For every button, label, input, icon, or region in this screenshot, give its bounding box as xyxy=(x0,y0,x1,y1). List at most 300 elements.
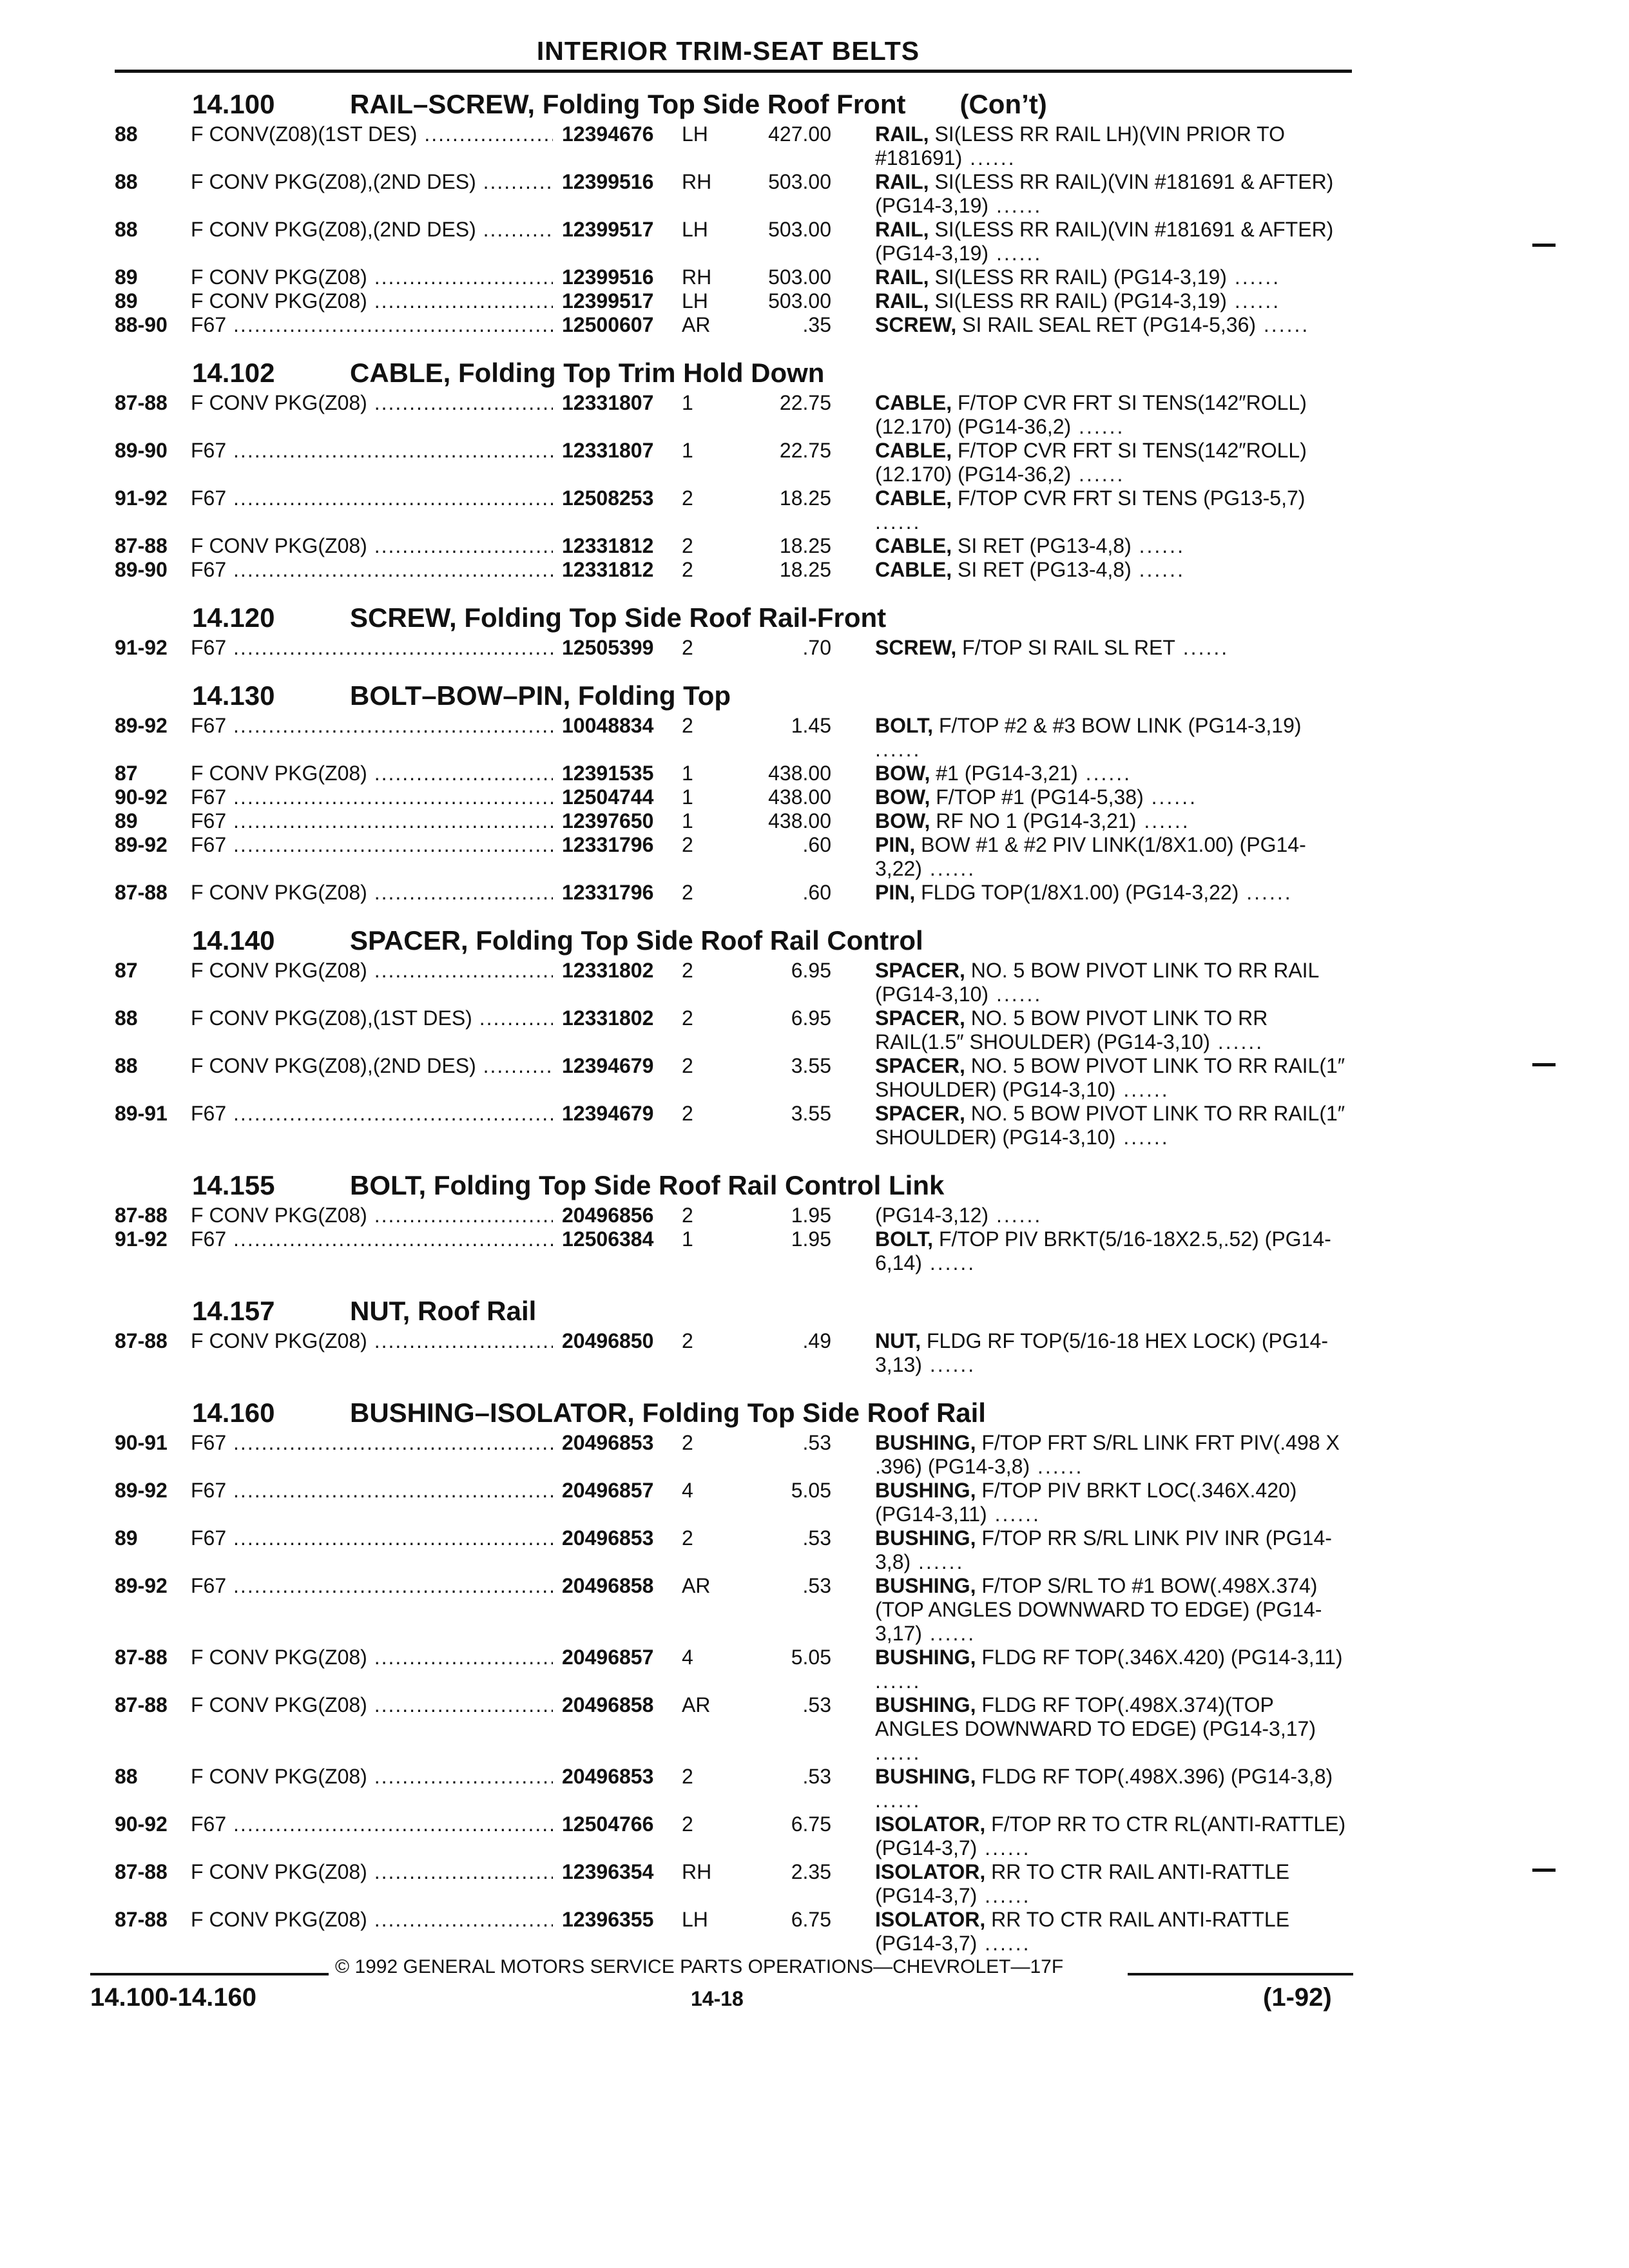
model-years: 87 xyxy=(115,959,138,982)
leader-dots: ...... xyxy=(875,1789,921,1812)
model-usage: F67 ..... xyxy=(191,1812,655,1836)
part-row xyxy=(115,1908,1352,1956)
description-part-name: BUSHING, xyxy=(875,1646,976,1669)
section-heading xyxy=(115,597,1352,636)
section-heading xyxy=(115,920,1352,959)
quantity: 1 xyxy=(682,762,693,785)
part-row xyxy=(115,1227,1352,1275)
model-years: 89 xyxy=(115,1526,138,1550)
part-number: 12394676 xyxy=(553,122,691,146)
description-detail: F/TOP FRT S/RL LINK FRT PIV(.498 X .396) (PG14-3,8) xyxy=(875,1431,1340,1478)
description-part-name: PIN, xyxy=(875,881,916,904)
leader-dots: ...... xyxy=(1131,534,1185,557)
part-description xyxy=(875,170,1352,218)
price: 427.00 xyxy=(768,122,831,146)
part-description xyxy=(875,1860,1352,1908)
footer-page-number: 14-18 xyxy=(691,1987,744,2010)
quantity: AR xyxy=(682,313,711,336)
leader-dots: ...... xyxy=(988,983,1043,1006)
footer-date-code: (1-92) xyxy=(1263,1983,1332,2012)
model-usage: F CONV PKG(Z08),(2ND DES) ..... xyxy=(191,170,655,194)
model-years: 88 xyxy=(115,218,138,241)
description-part-name: BUSHING, xyxy=(875,1431,976,1454)
part-description xyxy=(875,486,1352,534)
price: .70 xyxy=(802,636,831,659)
model-years: 89 xyxy=(115,265,138,289)
model-usage: F CONV PKG(Z08) ..... xyxy=(191,1765,655,1789)
description-text xyxy=(875,1006,1352,1054)
part-description xyxy=(875,1574,1352,1646)
description-text xyxy=(875,762,1352,785)
price: 18.25 xyxy=(779,534,831,557)
part-number: 20496853 xyxy=(553,1526,691,1550)
part-number: 12399516 xyxy=(553,265,691,289)
margin-tick-mark xyxy=(1532,244,1556,247)
price: 503.00 xyxy=(768,265,831,289)
price: 6.75 xyxy=(791,1908,831,1931)
quantity: 2 xyxy=(682,558,693,581)
model-years: 87-88 xyxy=(115,1693,168,1716)
price: 22.75 xyxy=(779,439,831,462)
leader-dots: ...... xyxy=(977,1932,1031,1955)
section-heading xyxy=(115,1392,1352,1431)
model-years: 87-88 xyxy=(115,1908,168,1931)
model-usage: F CONV PKG(Z08) ..... xyxy=(191,1204,655,1227)
price: .60 xyxy=(802,881,831,904)
quantity: 1 xyxy=(682,391,693,414)
price: 6.95 xyxy=(791,959,831,982)
leader-dots: ...... xyxy=(921,1353,976,1376)
price: .53 xyxy=(802,1431,831,1454)
part-row xyxy=(115,218,1352,265)
model-usage: F67 ..... xyxy=(191,486,655,510)
price: .53 xyxy=(802,1693,831,1716)
model-years: 89-90 xyxy=(115,558,168,581)
description-part-name: BUSHING, xyxy=(875,1479,976,1502)
price: 3.55 xyxy=(791,1054,831,1077)
description-part-name: RAIL, xyxy=(875,122,929,146)
model-years: 88 xyxy=(115,1006,138,1030)
price: 503.00 xyxy=(768,289,831,312)
footer-rule-left xyxy=(90,1973,329,1975)
quantity: AR xyxy=(682,1574,711,1597)
part-row xyxy=(115,1646,1352,1693)
description-text xyxy=(875,1329,1352,1377)
description-detail: (PG14-3,12) xyxy=(875,1204,989,1227)
part-row xyxy=(115,1204,1352,1227)
model-usage: F CONV PKG(Z08) ..... xyxy=(191,289,655,313)
margin-tick-mark xyxy=(1532,1869,1556,1872)
model-years: 89-90 xyxy=(115,439,168,462)
part-number: 12331812 xyxy=(553,558,691,582)
price: 6.75 xyxy=(791,1812,831,1836)
price: 503.00 xyxy=(768,218,831,241)
price: 22.75 xyxy=(779,391,831,414)
quantity: LH xyxy=(682,1908,708,1931)
model-years: 90-91 xyxy=(115,1431,168,1454)
description-text xyxy=(875,1227,1352,1275)
part-description xyxy=(875,1812,1352,1860)
model-years: 87-88 xyxy=(115,391,168,414)
description-part-name: SPACER, xyxy=(875,959,965,982)
part-row xyxy=(115,313,1352,337)
model-usage: F67 ..... xyxy=(191,313,655,337)
description-detail: BOW #1 & #2 PIV LINK(1/8X1.00) (PG14-3,22) xyxy=(875,833,1306,880)
model-years: 87-88 xyxy=(115,1204,168,1227)
model-years: 91-92 xyxy=(115,486,168,510)
description-part-name: BOW, xyxy=(875,762,930,785)
leader-dots: ...... xyxy=(921,1622,976,1645)
part-row xyxy=(115,1431,1352,1479)
description-part-name: BOW, xyxy=(875,809,930,832)
description-text xyxy=(875,218,1352,265)
part-row xyxy=(115,1526,1352,1574)
leader-dots: ...... xyxy=(875,1741,921,1764)
description-text xyxy=(875,809,1352,833)
part-number: 12396354 xyxy=(553,1860,691,1884)
part-description xyxy=(875,1227,1352,1275)
part-description xyxy=(875,1102,1352,1149)
quantity: 1 xyxy=(682,785,693,809)
description-detail: F/TOP PIV BRKT LOC(.346X.420) (PG14-3,11) xyxy=(875,1479,1297,1526)
description-detail: RR TO CTR RAIL ANTI-RATTLE (PG14-3,7) xyxy=(875,1908,1290,1955)
part-row xyxy=(115,1102,1352,1149)
description-detail: F/TOP CVR FRT SI TENS (PG13-5,7) xyxy=(952,486,1306,510)
description-part-name: ISOLATOR, xyxy=(875,1860,986,1883)
description-part-name: PIN, xyxy=(875,833,916,856)
part-row xyxy=(115,1812,1352,1860)
part-number: 20496857 xyxy=(553,1479,691,1503)
quantity: 2 xyxy=(682,1812,693,1836)
leader-dots: ...... xyxy=(1226,265,1281,289)
description-detail: F/TOP SI RAIL SL RET xyxy=(956,636,1175,659)
part-number: 20496858 xyxy=(553,1574,691,1598)
quantity: 2 xyxy=(682,486,693,510)
part-row xyxy=(115,809,1352,833)
part-row xyxy=(115,1479,1352,1526)
quantity: 2 xyxy=(682,636,693,659)
price: 438.00 xyxy=(768,809,831,832)
quantity: 1 xyxy=(682,809,693,832)
description-detail: F/TOP #1 (PG14-5,38) xyxy=(930,785,1144,809)
quantity: 2 xyxy=(682,1431,693,1454)
model-usage: F CONV PKG(Z08),(2ND DES) ..... xyxy=(191,1054,655,1078)
model-usage: F CONV PKG(Z08) ..... xyxy=(191,534,655,558)
part-row xyxy=(115,1574,1352,1646)
part-row xyxy=(115,1693,1352,1765)
description-part-name: BUSHING, xyxy=(875,1526,976,1550)
section-number: 14.102 xyxy=(192,358,275,388)
price: 503.00 xyxy=(768,170,831,193)
model-usage: F67 ..... xyxy=(191,439,655,463)
price: 18.25 xyxy=(779,486,831,510)
part-number: 12391535 xyxy=(553,762,691,785)
part-description xyxy=(875,122,1352,170)
model-years: 88 xyxy=(115,1054,138,1077)
part-number: 12506384 xyxy=(553,1227,691,1251)
model-usage: F67 ..... xyxy=(191,1227,655,1251)
part-number: 12399516 xyxy=(553,170,691,194)
quantity: 1 xyxy=(682,439,693,462)
price: 6.95 xyxy=(791,1006,831,1030)
price: 1.95 xyxy=(791,1227,831,1251)
part-description xyxy=(875,1329,1352,1377)
quantity: 4 xyxy=(682,1479,693,1502)
quantity: 4 xyxy=(682,1646,693,1669)
leader-dots: ...... xyxy=(921,857,976,880)
description-text xyxy=(875,265,1352,289)
part-row xyxy=(115,391,1352,439)
leader-dots: ...... xyxy=(988,1204,1043,1227)
model-years: 87-88 xyxy=(115,881,168,904)
description-part-name: BOW, xyxy=(875,785,930,809)
part-description xyxy=(875,762,1352,785)
description-part-name: SCREW, xyxy=(875,636,957,659)
quantity: 2 xyxy=(682,1204,693,1227)
model-years: 87-88 xyxy=(115,1329,168,1352)
model-years: 89-92 xyxy=(115,1479,168,1502)
section-title: BUSHING–ISOLATOR, Folding Top Side Roof Rail xyxy=(350,1398,986,1428)
model-usage: F67 ..... xyxy=(191,1574,655,1598)
leader-dots: ...... xyxy=(1175,636,1229,659)
description-text xyxy=(875,1860,1352,1908)
model-usage: F CONV PKG(Z08) ..... xyxy=(191,1908,655,1932)
quantity: 2 xyxy=(682,1102,693,1125)
part-number: 12397650 xyxy=(553,809,691,833)
model-usage: F CONV(Z08)(1ST DES) ..... xyxy=(191,122,655,146)
description-part-name: RAIL, xyxy=(875,218,929,241)
leader-dots: ...... xyxy=(988,194,1043,217)
model-years: 89-92 xyxy=(115,714,168,737)
description-part-name: CABLE, xyxy=(875,558,952,581)
description-text xyxy=(875,534,1352,558)
description-detail: #1 (PG14-3,21) xyxy=(930,762,1078,785)
description-text xyxy=(875,1204,1352,1227)
description-detail: RF NO 1 (PG14-3,21) xyxy=(930,809,1137,832)
description-text xyxy=(875,122,1352,170)
description-text xyxy=(875,1812,1352,1860)
quantity: 2 xyxy=(682,714,693,737)
description-text xyxy=(875,1479,1352,1526)
part-description xyxy=(875,1479,1352,1526)
model-usage: F67 ..... xyxy=(191,1102,655,1126)
footer-section-range: 14.100-14.160 xyxy=(90,1983,257,2012)
quantity: 2 xyxy=(682,1526,693,1550)
description-detail: F/TOP S/RL TO #1 BOW(.498X.374)(TOP ANGLES DOWNWARD TO EDGE) (PG14-3,17) xyxy=(875,1574,1322,1645)
part-row xyxy=(115,762,1352,785)
model-years: 88 xyxy=(115,1765,138,1788)
section-heading xyxy=(115,84,1352,122)
leader-dots: ...... xyxy=(1071,463,1125,486)
model-years: 88 xyxy=(115,122,138,146)
part-description xyxy=(875,289,1352,313)
description-detail: SI(LESS RR RAIL) (PG14-3,19) xyxy=(929,265,1227,289)
part-number: 20496856 xyxy=(553,1204,691,1227)
part-number: 10048834 xyxy=(553,714,691,738)
description-detail: FLDG RF TOP(.498X.374)(TOP ANGLES DOWNWARD TO EDGE) (PG14-3,17) xyxy=(875,1693,1316,1740)
model-usage: F CONV PKG(Z08) ..... xyxy=(191,1329,655,1353)
price: 438.00 xyxy=(768,762,831,785)
model-years: 88-90 xyxy=(115,313,168,336)
quantity: 1 xyxy=(682,1227,693,1251)
description-text xyxy=(875,833,1352,881)
price: .49 xyxy=(802,1329,831,1352)
model-years: 89-92 xyxy=(115,833,168,856)
leader-dots: ...... xyxy=(987,1503,1041,1526)
quantity: 2 xyxy=(682,534,693,557)
description-part-name: CABLE, xyxy=(875,439,952,462)
part-description xyxy=(875,1431,1352,1479)
description-text xyxy=(875,558,1352,582)
description-text xyxy=(875,714,1352,762)
leader-dots: ...... xyxy=(1239,881,1293,904)
description-detail: F/TOP #2 & #3 BOW LINK (PG14-3,19) xyxy=(933,714,1302,737)
part-description xyxy=(875,785,1352,809)
part-row xyxy=(115,170,1352,218)
description-detail: SI(LESS RR RAIL)(VIN #181691 & AFTER) (PG14-3,19) xyxy=(875,218,1334,265)
part-description xyxy=(875,636,1352,660)
part-number: 12394679 xyxy=(553,1054,691,1078)
model-years: 91-92 xyxy=(115,1227,168,1251)
leader-dots: ...... xyxy=(1210,1030,1264,1053)
description-detail: RR TO CTR RAIL ANTI-RATTLE (PG14-3,7) xyxy=(875,1860,1290,1907)
leader-dots: ...... xyxy=(977,1836,1031,1860)
model-usage: F CONV PKG(Z08) ..... xyxy=(191,391,655,415)
leader-dots: ...... xyxy=(1077,762,1132,785)
part-number: 12396355 xyxy=(553,1908,691,1932)
part-row xyxy=(115,636,1352,660)
part-description xyxy=(875,959,1352,1006)
description-detail: SI(LESS RR RAIL LH)(VIN PRIOR TO #181691) xyxy=(875,122,1285,169)
description-part-name: BOLT, xyxy=(875,1227,934,1251)
description-part-name: RAIL, xyxy=(875,170,929,193)
part-row xyxy=(115,959,1352,1006)
leader-dots: ...... xyxy=(921,1251,976,1274)
part-number: 12331796 xyxy=(553,833,691,857)
description-part-name: BUSHING, xyxy=(875,1765,976,1788)
model-years: 87-88 xyxy=(115,534,168,557)
description-detail: NO. 5 BOW PIVOT LINK TO RR RAIL(1″ SHOULDER) (PG14-3,10) xyxy=(875,1102,1345,1149)
model-usage: F67 ..... xyxy=(191,785,655,809)
part-description xyxy=(875,439,1352,486)
part-number: 20496858 xyxy=(553,1693,691,1717)
quantity: 2 xyxy=(682,1006,693,1030)
description-text xyxy=(875,1526,1352,1574)
price: .35 xyxy=(802,313,831,336)
leader-dots: ...... xyxy=(1131,558,1185,581)
section-heading xyxy=(115,675,1352,714)
section-title: NUT, Roof Rail xyxy=(350,1296,537,1326)
part-row xyxy=(115,265,1352,289)
section-title: SPACER, Folding Top Side Roof Rail Control xyxy=(350,925,923,956)
part-row xyxy=(115,558,1352,582)
description-text xyxy=(875,1908,1352,1956)
part-number: 12504744 xyxy=(553,785,691,809)
description-part-name: RAIL, xyxy=(875,265,929,289)
model-years: 87 xyxy=(115,762,138,785)
part-description xyxy=(875,1908,1352,1956)
part-description xyxy=(875,1693,1352,1765)
description-text xyxy=(875,439,1352,486)
part-row xyxy=(115,714,1352,762)
page-header-title: INTERIOR TRIM-SEAT BELTS xyxy=(536,36,920,66)
part-row xyxy=(115,1006,1352,1054)
description-part-name: ISOLATOR, xyxy=(875,1812,986,1836)
part-row xyxy=(115,486,1352,534)
description-text xyxy=(875,170,1352,218)
description-text xyxy=(875,1646,1352,1693)
leader-dots: ...... xyxy=(962,146,1016,169)
description-detail: NO. 5 BOW PIVOT LINK TO RR RAIL(1″ SHOULDER) (PG14-3,10) xyxy=(875,1054,1345,1101)
leader-dots: ...... xyxy=(875,1669,921,1693)
section-title: SCREW, Folding Top Side Roof Rail-Front xyxy=(350,602,887,633)
description-detail: SI(LESS RR RAIL) (PG14-3,19) xyxy=(929,289,1227,312)
part-description xyxy=(875,218,1352,265)
part-number: 20496850 xyxy=(553,1329,691,1353)
description-part-name: BUSHING, xyxy=(875,1574,976,1597)
quantity: RH xyxy=(682,170,712,193)
description-part-name: SCREW, xyxy=(875,313,957,336)
description-detail: FLDG RF TOP(5/16-18 HEX LOCK) (PG14-3,13) xyxy=(875,1329,1328,1376)
description-detail: FLDG RF TOP(.498X.396) (PG14-3,8) xyxy=(976,1765,1333,1788)
model-years: 89-92 xyxy=(115,1574,168,1597)
price: .60 xyxy=(802,833,831,856)
model-usage: F67 ..... xyxy=(191,558,655,582)
quantity: 2 xyxy=(682,1765,693,1788)
description-text xyxy=(875,1574,1352,1646)
description-text xyxy=(875,1765,1352,1812)
part-number: 12500607 xyxy=(553,313,691,337)
description-detail: F/TOP RR TO CTR RL(ANTI-RATTLE) (PG14-3,7) xyxy=(875,1812,1346,1860)
part-number: 12331802 xyxy=(553,1006,691,1030)
part-number: 12508253 xyxy=(553,486,691,510)
quantity: 2 xyxy=(682,1054,693,1077)
part-description xyxy=(875,1006,1352,1054)
description-detail: SI RET (PG13-4,8) xyxy=(952,534,1132,557)
section-number: 14.120 xyxy=(192,602,275,633)
description-part-name: CABLE, xyxy=(875,391,952,414)
price: 1.45 xyxy=(791,714,831,737)
part-row xyxy=(115,1765,1352,1812)
section-title: RAIL–SCREW, Folding Top Side Roof Front (Con’t) xyxy=(350,89,1047,119)
part-description xyxy=(875,1204,1352,1227)
part-number: 20496857 xyxy=(553,1646,691,1669)
part-row xyxy=(115,785,1352,809)
part-number: 12331807 xyxy=(553,391,691,415)
quantity: 2 xyxy=(682,881,693,904)
margin-tick-mark xyxy=(1532,1063,1556,1066)
leader-dots: ...... xyxy=(1115,1078,1170,1101)
leader-dots: ...... xyxy=(988,242,1043,265)
part-number: 12399517 xyxy=(553,289,691,313)
description-text xyxy=(875,1693,1352,1765)
part-description xyxy=(875,881,1352,905)
price: .53 xyxy=(802,1526,831,1550)
part-row xyxy=(115,881,1352,905)
price: 5.05 xyxy=(791,1646,831,1669)
description-text xyxy=(875,1054,1352,1102)
model-usage: F CONV PKG(Z08) ..... xyxy=(191,1860,655,1884)
quantity: LH xyxy=(682,218,708,241)
footer-copyright: © 1992 GENERAL MOTORS SERVICE PARTS OPERATIONS—CHEVROLET—17F xyxy=(335,1956,1064,1977)
part-number: 12331812 xyxy=(553,534,691,558)
part-row xyxy=(115,1054,1352,1102)
description-text xyxy=(875,959,1352,1006)
model-years: 90-92 xyxy=(115,785,168,809)
model-usage: F CONV PKG(Z08) ..... xyxy=(191,265,655,289)
quantity: RH xyxy=(682,1860,712,1883)
quantity: 2 xyxy=(682,833,693,856)
